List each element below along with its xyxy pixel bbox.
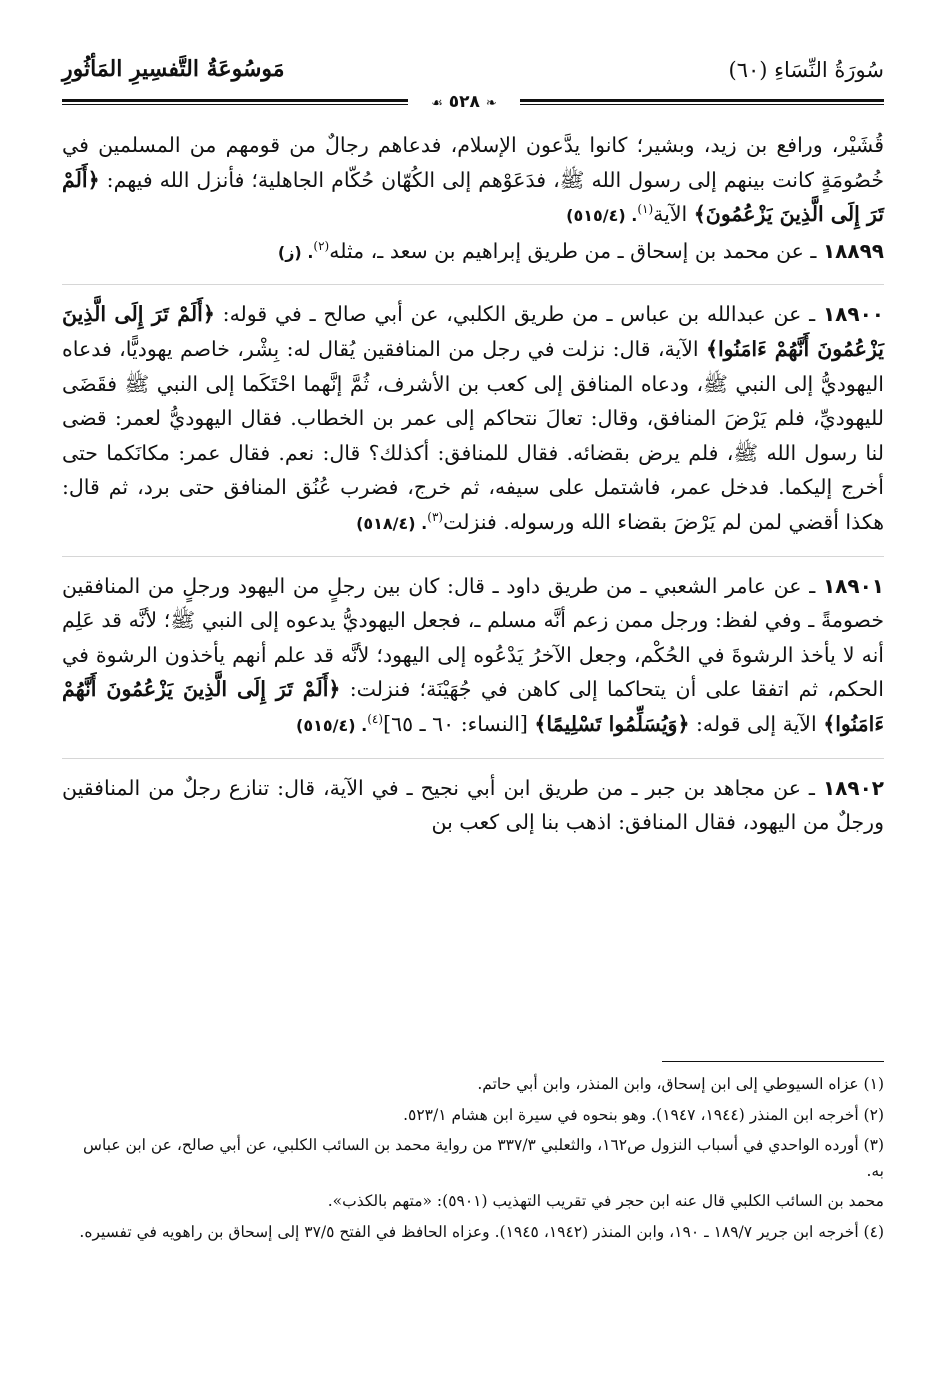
intro-text: قُشَيْر، ورافع بن زيد، وبشير؛ كانوا يدَّعون الإسلام، فدعاهم رجالٌ من قومهم من المسلمين في خُصُومَةٍ كانت بينهم إلى رسول الله ﷺ، فدَعَوْهم إلى الكُهّان حُكّام الجاهلية؛ فأنزل الله فيهم: (62, 133, 884, 192)
footnote-marker: (٢) (313, 238, 330, 253)
separator (62, 758, 884, 759)
book-title: مَوسُوعَةُ التَّفسِيرِ المَأثُورِ (62, 56, 285, 82)
surah-title: سُورَةُ النِّسَاءِ (٦٠) (728, 58, 884, 82)
footnote-1: (١) عزاه السيوطي إلى ابن إسحاق، وابن المنذر، وابن أبي حاتم. (477, 1075, 884, 1093)
narration-text: ـ عن عبدالله بن عباس ـ من طريق الكلبي، عن أبي صالح ـ في قوله: (214, 302, 823, 327)
narration-18901 (62, 569, 884, 744)
footnotes (62, 1072, 884, 1250)
volume-reference: . (ز) (277, 242, 314, 262)
narration-text: ـ عن محمد بن إسحاق ـ من طريق إبراهيم بن سعد ـ، مثله (329, 238, 823, 263)
quran-verse: ﴿أَلَمْ تَرَ إِلَى الَّذِينَ يَزْعُمُونَ أَنَّهُمْ ءَامَنُوا﴾ (62, 302, 884, 361)
quran-verse: ﴿وَيُسَلِّمُوا تَسْلِيمًا﴾ (534, 711, 690, 736)
page-number-box (408, 91, 520, 113)
narration-18900 (62, 297, 884, 541)
footnote-marker: (١) (637, 202, 654, 217)
separator (62, 284, 884, 285)
intro-tail: الآية (653, 202, 694, 227)
narration-text: ـ عن عامر الشعبي ـ من طريق داود ـ قال: كان بين رجلٍ من اليهود ورجلٍ من المنافقين خصومةً ـ وفي لفظ: ورجل ممن زعم أنَّه مسلم ـ، فجعل اليهوديُّ يدعوه إلى النبي ﷺ؛ لأنَّه قد عَلِم أنه لا يأخذ الرشوةَ في الحُكْم، وجعل الآخرُ يَدْعُوه إلى اليهود؛ لأنَّه قد علم أنهم يأخذون الرشوة في الحكم، ثم اتفقا على أن يتحاكما إلى كاهن في جُهَيْنَة؛ فنزلت: (62, 573, 884, 702)
narration-number: ١٨٩٠٠ (822, 302, 885, 327)
ornament-icon: ❧ (485, 96, 497, 111)
narration-18902 (62, 771, 884, 840)
main-text (62, 128, 884, 840)
narration-number: ١٨٩٠١ (822, 573, 884, 598)
footnote-rule (662, 1061, 884, 1062)
running-header (62, 52, 884, 96)
footnote-3-note: محمد بن السائب الكلبي قال عنه ابن حجر في تقريب التهذيب (٥٩٠١): «متهم بالكذب». (327, 1192, 884, 1210)
quran-verse: ﴿أَلَمْ تَرَ إِلَى الَّذِينَ يَزْعُمُونَ﴾ (62, 167, 884, 227)
surah-citation: [النساء: ٦٠ ـ ٦٥] (383, 711, 535, 736)
narration-number: ١٨٨٩٩ (822, 238, 884, 263)
volume-reference: . (٥١٥/٤) (566, 206, 638, 226)
quran-verse: ﴿أَلَمْ تَرَ إِلَى الَّذِينَ يَزْعُمُونَ أَنَّهُمْ ءَامَنُوا﴾ (62, 677, 884, 736)
ornament-icon: ☙ (431, 96, 443, 111)
footnote-marker: (٤) (367, 712, 384, 727)
narration-text-cont: الآية، قال: نزلت في رجل من المنافقين يُقال له: بِشْر، خاصم يهوديًّا، فدعاه اليهوديُّ إلى النبي ﷺ، ودعاه المنافق إلى كعب بن الأشرف، ثُمَّ إنَّهما احْتَكَما إلى النبي ﷺ فقَضَى لليهوديِّ، فلم يَرْضَ المنافق، وقال: تعالَ نتحاكم إلى عمر بن الخطاب. فقال اليهوديُّ لعمر: قضى لنا رسول الله ﷺ، فلم يرض بقضائه. فقال للمنافق: أكذلك؟ قال: نعم. فقال عمر: مكانَكما حتى أخرج إليكما. فدخل عمر، فاشتمل على سيفه، ثم خرج، فضرب عُنُق المنافق حتى برد، ثم قال: هكذا أقضي لمن لم يَرْضَ بقضاء الله ورسوله. فنزلت (62, 336, 884, 534)
intro-paragraph (62, 128, 884, 234)
footnote-marker: (٣) (427, 510, 444, 525)
narration-number: ١٨٩٠٢ (822, 775, 884, 800)
page-number: ٥٢٨ (448, 92, 480, 112)
volume-reference: . (٥١٥/٤) (296, 715, 368, 735)
footnote-2: (٢) أخرجه ابن المنذر (١٩٤٤، ١٩٤٧). وهو بنحوه في سيرة ابن هشام ٥٢٣/١. (403, 1105, 884, 1124)
narration-18899 (62, 234, 884, 271)
narration-text: ـ عن مجاهد بن جبر ـ من طريق ابن أبي نجيح ـ في الآية، قال: تنازع رجلٌ من المنافقين ورجلٌ من اليهود، فقال المنافق: اذهب بنا إلى كعب بن (62, 775, 884, 835)
narration-text-cont: الآية إلى قوله: (689, 711, 824, 736)
footnote-3: (٣) أورده الواحدي في أسباب النزول ص١٦٢، والثعلبي ٣٣٧/٣ من رواية محمد بن السائب الكلبي، عن أبي صالح، عن ابن عباس به. (83, 1136, 884, 1180)
separator (62, 556, 884, 557)
volume-reference: . (٥١٨/٤) (356, 513, 428, 533)
footnote-4: (٤) أخرجه ابن جرير ١٨٩/٧ ـ ١٩٠، وابن المنذر (١٩٤٢، ١٩٤٥). وعزاه الحافظ في الفتح ٣٧/٥ إلى إسحاق بن راهويه في تفسيره. (79, 1222, 884, 1241)
